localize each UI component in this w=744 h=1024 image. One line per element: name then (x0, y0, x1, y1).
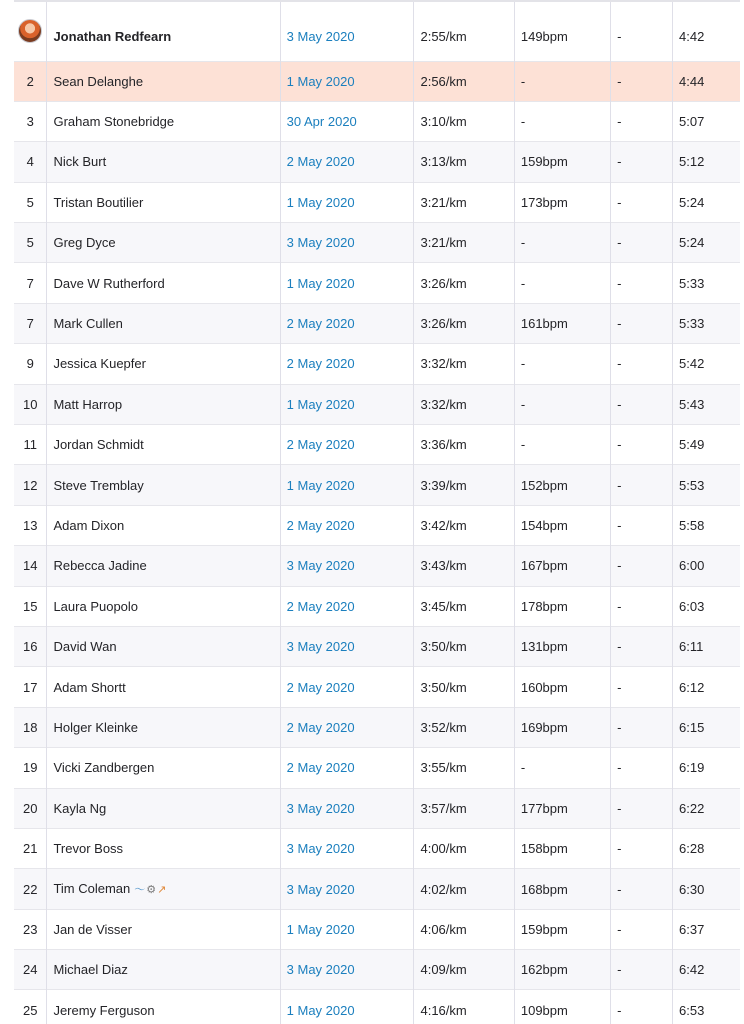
power-cell: - (611, 667, 673, 707)
rank-cell (14, 101, 47, 141)
leaderboard-row (14, 182, 740, 222)
athlete-name-link[interactable]: Greg Dyce (53, 235, 116, 251)
time-cell: 5:24 (673, 182, 740, 222)
athlete-cell (47, 303, 280, 343)
athlete-name-link[interactable]: Kayla Ng (53, 800, 107, 816)
power-cell: - (611, 142, 673, 182)
pace-cell: 3:50/km (414, 667, 514, 707)
athlete-cell (47, 707, 280, 747)
rank-label: 2 (26, 73, 34, 89)
time-cell: 5:58 (673, 505, 740, 545)
leaderboard-row (14, 586, 740, 626)
heart-rate-cell: 159bpm (514, 142, 610, 182)
athlete-name-link[interactable]: Jordan Schmidt (53, 437, 144, 453)
rank-cell (14, 465, 47, 505)
power-cell: - (611, 869, 673, 909)
date-cell (280, 950, 414, 990)
leaderboard-row (14, 263, 740, 303)
rank-cell (14, 788, 47, 828)
activity-date-link[interactable]: 3 May 2020 (286, 558, 355, 574)
leaderboard-row (14, 707, 740, 747)
heart-rate-cell: 178bpm (514, 586, 610, 626)
rank-label: 24 (22, 962, 38, 978)
activity-date-link[interactable]: 3 May 2020 (286, 29, 355, 45)
athlete-cell (47, 182, 280, 222)
date-cell (280, 748, 414, 788)
rank-label: 4 (26, 154, 34, 170)
leaderboard-row (14, 384, 740, 424)
time-cell: 6:28 (673, 828, 740, 868)
leaderboard-row (14, 465, 740, 505)
athlete-cell (47, 505, 280, 545)
rank-label: 12 (22, 477, 38, 493)
athlete-cell (47, 950, 280, 990)
pace-cell: 3:13/km (414, 142, 514, 182)
pace-cell: 3:45/km (414, 586, 514, 626)
heart-rate-cell: - (514, 263, 610, 303)
date-cell (280, 869, 414, 909)
pace-cell: 3:21/km (414, 182, 514, 222)
rank-label: 3 (26, 114, 34, 130)
power-cell: - (611, 465, 673, 505)
athlete-name-link[interactable]: Matt Harrop (53, 396, 123, 412)
sport-icons-group (134, 881, 167, 897)
rank-cell (14, 384, 47, 424)
leaderboard-body (14, 1, 740, 1024)
heart-rate-cell: 160bpm (514, 667, 610, 707)
heart-rate-cell: 168bpm (514, 869, 610, 909)
rank-label: 22 (22, 881, 38, 897)
time-cell: 5:33 (673, 303, 740, 343)
athlete-name-link[interactable]: Mark Cullen (53, 316, 123, 332)
rank-cell (14, 586, 47, 626)
date-cell (280, 667, 414, 707)
pace-cell: 3:26/km (414, 303, 514, 343)
power-cell: - (611, 586, 673, 626)
power-cell: - (611, 182, 673, 222)
activity-date-link[interactable]: 2 May 2020 (286, 356, 355, 372)
power-cell: - (611, 61, 673, 101)
pace-cell: 3:10/km (414, 101, 514, 141)
heart-rate-cell: 159bpm (514, 909, 610, 949)
heart-rate-cell: 158bpm (514, 828, 610, 868)
date-cell (280, 707, 414, 747)
rank-cell (14, 142, 47, 182)
rank-cell (14, 344, 47, 384)
athlete-cell (47, 101, 280, 141)
time-cell: 5:43 (673, 384, 740, 424)
athlete-name-link[interactable]: Holger Kleinke (53, 719, 138, 735)
athlete-cell (47, 61, 280, 101)
power-cell: - (611, 223, 673, 263)
rank-label: 25 (22, 1002, 38, 1018)
athlete-cell (47, 869, 280, 909)
rank-cell (14, 748, 47, 788)
time-cell: 5:42 (673, 344, 740, 384)
athlete-cell (47, 909, 280, 949)
rank-cell (14, 303, 47, 343)
pace-cell: 3:52/km (414, 707, 514, 747)
rank-label: 13 (22, 517, 38, 533)
power-cell: - (611, 828, 673, 868)
time-cell: 4:44 (673, 61, 740, 101)
date-cell (280, 303, 414, 343)
rank-cell (14, 505, 47, 545)
bike-icon: ⚙ (146, 884, 158, 897)
athlete-cell (47, 828, 280, 868)
heart-rate-cell: - (514, 344, 610, 384)
time-cell: 6:42 (673, 950, 740, 990)
date-cell (280, 788, 414, 828)
athlete-name-link[interactable]: Trevor Boss (53, 841, 124, 857)
activity-date-link[interactable]: 2 May 2020 (286, 517, 355, 533)
heart-rate-cell: 177bpm (514, 788, 610, 828)
leaderboard-row (14, 909, 740, 949)
athlete-cell (47, 223, 280, 263)
activity-date-link[interactable]: 30 Apr 2020 (286, 114, 357, 130)
rank-cell (14, 950, 47, 990)
date-cell (280, 223, 414, 263)
activity-date-link[interactable]: 1 May 2020 (286, 396, 355, 412)
athlete-name-link[interactable]: Jessica Kuepfer (53, 356, 146, 372)
power-cell: - (611, 1, 673, 61)
athlete-cell (47, 626, 280, 666)
athlete-name-link[interactable]: Tim Coleman (53, 880, 131, 896)
activity-date-link[interactable]: 1 May 2020 (286, 194, 355, 210)
activity-date-link[interactable]: 2 May 2020 (286, 154, 355, 170)
power-cell: - (611, 344, 673, 384)
heart-rate-cell: - (514, 61, 610, 101)
heart-rate-cell: - (514, 384, 610, 424)
leaderboard-table (14, 0, 740, 1024)
time-cell: 5:49 (673, 425, 740, 465)
activity-date-link[interactable]: 2 May 2020 (286, 760, 355, 776)
activity-date-link[interactable]: 2 May 2020 (286, 719, 355, 735)
athlete-avatar-icon[interactable] (18, 19, 42, 43)
athlete-cell (47, 546, 280, 586)
date-cell (280, 142, 414, 182)
heart-rate-cell: - (514, 748, 610, 788)
rank-label: 7 (26, 316, 34, 332)
time-cell: 6:37 (673, 909, 740, 949)
pace-cell: 3:26/km (414, 263, 514, 303)
athlete-cell (47, 586, 280, 626)
heart-rate-cell: 149bpm (514, 1, 610, 61)
heart-rate-cell: 169bpm (514, 707, 610, 747)
rank-label: 20 (22, 800, 38, 816)
rank-label: 9 (26, 356, 34, 372)
rank-label: 14 (22, 558, 38, 574)
leaderboard-row (14, 425, 740, 465)
rank-cell (14, 626, 47, 666)
heart-rate-cell: 167bpm (514, 546, 610, 586)
leaderboard-row (14, 344, 740, 384)
run-icon: ↗ (157, 884, 168, 897)
pace-cell: 3:32/km (414, 344, 514, 384)
leaderboard-row (14, 626, 740, 666)
rank-cell (14, 707, 47, 747)
time-cell: 6:53 (673, 990, 740, 1024)
rank-label: 15 (22, 598, 38, 614)
date-cell (280, 505, 414, 545)
rank-label: 11 (23, 437, 37, 453)
rank-label: 16 (22, 639, 38, 655)
pace-cell: 2:56/km (414, 61, 514, 101)
leaderboard-row (14, 748, 740, 788)
date-cell (280, 546, 414, 586)
leaderboard-row (14, 869, 740, 909)
heart-rate-cell: 161bpm (514, 303, 610, 343)
power-cell: - (611, 263, 673, 303)
activity-date-link[interactable]: 2 May 2020 (286, 316, 355, 332)
heart-rate-cell: - (514, 425, 610, 465)
time-cell: 6:19 (673, 748, 740, 788)
rank-label: 18 (22, 719, 38, 735)
heart-rate-cell: 131bpm (514, 626, 610, 666)
power-cell: - (611, 990, 673, 1024)
pace-cell: 2:55/km (414, 1, 514, 61)
power-cell: - (611, 546, 673, 586)
power-cell: - (611, 505, 673, 545)
date-cell (280, 990, 414, 1024)
date-cell (280, 182, 414, 222)
leaderboard-row (14, 950, 740, 990)
rank-label: 10 (22, 396, 38, 412)
time-cell: 5:24 (673, 223, 740, 263)
rank-cell (14, 828, 47, 868)
activity-date-link[interactable]: 1 May 2020 (286, 1002, 355, 1018)
leaderboard-row (14, 667, 740, 707)
pace-cell: 3:39/km (414, 465, 514, 505)
heart-rate-cell: 154bpm (514, 505, 610, 545)
power-cell: - (611, 707, 673, 747)
athlete-cell (47, 425, 280, 465)
rank-label: 19 (22, 760, 38, 776)
athlete-name-link[interactable]: Graham Stonebridge (53, 114, 175, 130)
power-cell: - (611, 425, 673, 465)
date-cell (280, 1, 414, 61)
athlete-name-link[interactable]: Jonathan Redfearn (53, 29, 172, 45)
rank-cell (14, 667, 47, 707)
rank-label: 7 (26, 275, 34, 291)
athlete-name-link[interactable]: Michael Diaz (53, 962, 128, 978)
athlete-name-link[interactable]: Adam Shortt (53, 679, 126, 695)
rank-cell (14, 182, 47, 222)
pace-cell: 4:09/km (414, 950, 514, 990)
activity-date-link[interactable]: 2 May 2020 (286, 679, 355, 695)
leaderboard-row (14, 142, 740, 182)
activity-date-link[interactable]: 2 May 2020 (286, 598, 355, 614)
date-cell (280, 909, 414, 949)
time-cell: 6:03 (673, 586, 740, 626)
heart-rate-cell: 109bpm (514, 990, 610, 1024)
athlete-cell (47, 142, 280, 182)
date-cell (280, 626, 414, 666)
athlete-name-link[interactable]: Rebecca Jadine (53, 558, 147, 574)
pace-cell: 4:06/km (414, 909, 514, 949)
athlete-cell (47, 788, 280, 828)
pace-cell: 4:00/km (414, 828, 514, 868)
rank-cell (14, 990, 47, 1024)
rank-label: 17 (22, 679, 38, 695)
time-cell: 4:42 (673, 1, 740, 61)
activity-date-link[interactable]: 3 May 2020 (286, 235, 355, 251)
activity-date-link[interactable]: 1 May 2020 (286, 73, 355, 89)
athlete-cell (47, 748, 280, 788)
time-cell: 5:12 (673, 142, 740, 182)
athlete-name-link[interactable]: Steve Tremblay (53, 477, 144, 493)
rank-cell (14, 1, 47, 61)
leaderboard-row (14, 303, 740, 343)
rank-cell (14, 61, 47, 101)
pace-cell: 3:36/km (414, 425, 514, 465)
power-cell: - (611, 303, 673, 343)
activity-date-link[interactable]: 3 May 2020 (286, 962, 355, 978)
activity-date-link[interactable]: 2 May 2020 (286, 437, 355, 453)
activity-date-link[interactable]: 1 May 2020 (286, 477, 355, 493)
power-cell: - (611, 101, 673, 141)
date-cell (280, 465, 414, 505)
heart-rate-cell: 173bpm (514, 182, 610, 222)
power-cell: - (611, 788, 673, 828)
rank-label: 23 (22, 921, 38, 937)
rank-label: 5 (26, 194, 34, 210)
athlete-name-link[interactable]: Vicki Zandbergen (53, 760, 155, 776)
leaderboard-row (14, 788, 740, 828)
time-cell: 6:15 (673, 707, 740, 747)
pace-cell: 3:50/km (414, 626, 514, 666)
activity-date-link[interactable]: 3 May 2020 (286, 881, 355, 897)
athlete-cell (47, 990, 280, 1024)
athlete-name-link[interactable]: Dave W Rutherford (53, 275, 165, 291)
leaderboard-row (14, 61, 740, 101)
leaderboard-row (14, 990, 740, 1024)
rank-cell (14, 263, 47, 303)
athlete-name-link[interactable]: Tristan Boutilier (53, 194, 144, 210)
time-cell: 6:11 (673, 626, 740, 666)
power-cell: - (611, 909, 673, 949)
leaderboard-row (14, 546, 740, 586)
rank-cell (14, 909, 47, 949)
date-cell (280, 61, 414, 101)
date-cell (280, 384, 414, 424)
swim-icon: 〜 (134, 884, 147, 897)
power-cell: - (611, 384, 673, 424)
date-cell (280, 828, 414, 868)
leaderboard-row (14, 101, 740, 141)
rank-cell (14, 223, 47, 263)
leaderboard-row (14, 223, 740, 263)
pace-cell: 3:21/km (414, 223, 514, 263)
athlete-cell (47, 1, 280, 61)
athlete-name-link[interactable]: Jeremy Ferguson (53, 1002, 155, 1018)
time-cell: 6:12 (673, 667, 740, 707)
athlete-name-link[interactable]: David Wan (53, 639, 117, 655)
pace-cell: 4:02/km (414, 869, 514, 909)
pace-cell: 3:43/km (414, 546, 514, 586)
athlete-name-link[interactable]: Sean Delanghe (53, 73, 144, 89)
power-cell: - (611, 950, 673, 990)
rank-label: 21 (22, 841, 38, 857)
time-cell: 5:07 (673, 101, 740, 141)
athlete-cell (47, 667, 280, 707)
date-cell (280, 344, 414, 384)
leaderboard-row (14, 505, 740, 545)
power-cell: - (611, 626, 673, 666)
heart-rate-cell: - (514, 223, 610, 263)
athlete-cell (47, 344, 280, 384)
leaderboard-row (14, 1, 740, 61)
athlete-cell (47, 465, 280, 505)
leaderboard-row (14, 828, 740, 868)
activity-date-link[interactable]: 1 May 2020 (286, 921, 355, 937)
activity-date-link[interactable]: 3 May 2020 (286, 841, 355, 857)
pace-cell: 3:55/km (414, 748, 514, 788)
heart-rate-cell: 152bpm (514, 465, 610, 505)
pace-cell: 4:16/km (414, 990, 514, 1024)
rank-cell (14, 869, 47, 909)
athlete-name-link[interactable]: Nick Burt (53, 154, 107, 170)
athlete-name-link[interactable]: Laura Puopolo (53, 598, 139, 614)
time-cell: 5:33 (673, 263, 740, 303)
time-cell: 6:30 (673, 869, 740, 909)
pace-cell: 3:57/km (414, 788, 514, 828)
athlete-cell (47, 263, 280, 303)
time-cell: 6:00 (673, 546, 740, 586)
heart-rate-cell: - (514, 101, 610, 141)
athlete-cell (47, 384, 280, 424)
date-cell (280, 586, 414, 626)
rank-cell (14, 546, 47, 586)
pace-cell: 3:32/km (414, 384, 514, 424)
activity-date-link[interactable]: 3 May 2020 (286, 639, 355, 655)
rank-label: 5 (26, 235, 34, 251)
athlete-name-link[interactable]: Adam Dixon (53, 517, 125, 533)
pace-cell: 3:42/km (414, 505, 514, 545)
heart-rate-cell: 162bpm (514, 950, 610, 990)
date-cell (280, 101, 414, 141)
time-cell: 6:22 (673, 788, 740, 828)
date-cell (280, 425, 414, 465)
time-cell: 5:53 (673, 465, 740, 505)
power-cell: - (611, 748, 673, 788)
activity-date-link[interactable]: 3 May 2020 (286, 800, 355, 816)
date-cell (280, 263, 414, 303)
athlete-name-link[interactable]: Jan de Visser (53, 921, 132, 937)
rank-cell (14, 425, 47, 465)
activity-date-link[interactable]: 1 May 2020 (286, 275, 355, 291)
